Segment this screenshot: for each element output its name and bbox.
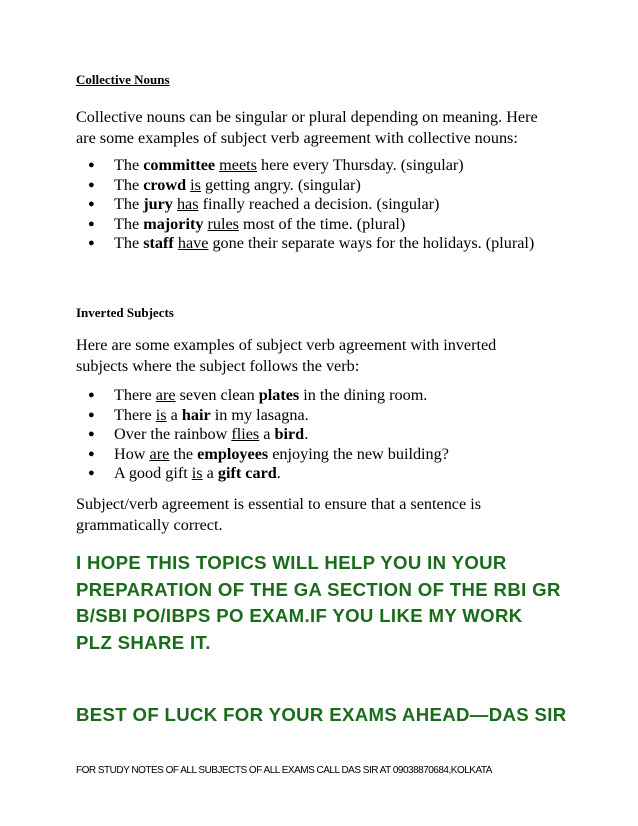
list-item: ● There are seven clean plates in the dining room. bbox=[88, 386, 428, 404]
section-heading-inverted-subjects: Inverted Subjects bbox=[76, 305, 174, 320]
list-item: ● Over the rainbow flies a bird. bbox=[88, 425, 309, 443]
list-item: ● How are the employees enjoying the new building? bbox=[88, 444, 449, 463]
closing-message: BEST OF LUCK FOR YOUR EXAMS AHEAD—DAS SIR bbox=[76, 704, 567, 725]
bullet-icon: ● bbox=[88, 447, 95, 460]
bullet-icon: ● bbox=[88, 467, 95, 479]
bullet-icon: ● bbox=[88, 217, 95, 230]
list-item: ● The committee meets here every Thursday. (singular) bbox=[88, 156, 464, 174]
promo-message: I HOPE THIS TOPICS WILL HELP YOU IN YOUR PREPARATION OF THE GA SECTION OF THE RBI GR B/SBI PO/IBPS PO EXAM.IF YOU LIKE MY WORK PLZ SHARE IT. bbox=[76, 552, 561, 654]
bullet-icon: ● bbox=[88, 159, 95, 171]
bullet-icon: ● bbox=[88, 428, 95, 440]
inverted-examples-list bbox=[76, 386, 449, 484]
bullet-icon: ● bbox=[88, 198, 95, 210]
list-item: ● The crowd is getting angry. (singular) bbox=[88, 175, 361, 194]
list-item: ● The staff have gone their separate ways for the holidays. (plural) bbox=[88, 234, 535, 252]
footer-note: FOR STUDY NOTES OF ALL SUBJECTS OF ALL EXAMS CALL DAS SIR AT 09038870684,KOLKATA bbox=[76, 765, 492, 776]
bullet-icon: ● bbox=[88, 237, 95, 249]
list-item: ● The majority rules most of the time. (plural) bbox=[88, 214, 406, 233]
conclusion-paragraph: Subject/verb agreement is essential to ensure that a sentence is grammatically correct. bbox=[76, 495, 481, 534]
list-item: ● A good gift is a gift card. bbox=[88, 464, 281, 482]
bullet-icon: ● bbox=[88, 389, 95, 401]
list-item: ● The jury has finally reached a decision. (singular) bbox=[88, 195, 440, 213]
inverted-intro: Here are some examples of subject verb agreement with inverted subjects where the subject follows the verb: bbox=[76, 336, 497, 375]
bullet-icon: ● bbox=[88, 408, 95, 421]
list-item: ● There is a hair in my lasagna. bbox=[88, 405, 309, 424]
section-heading-collective-nouns: Collective Nouns bbox=[76, 72, 170, 87]
bullet-icon: ● bbox=[88, 178, 95, 191]
collective-intro: Collective nouns can be singular or plural depending on meaning. Here are some examples of subject verb agreement with collective nouns: bbox=[76, 108, 538, 147]
collective-examples-list bbox=[76, 156, 534, 254]
